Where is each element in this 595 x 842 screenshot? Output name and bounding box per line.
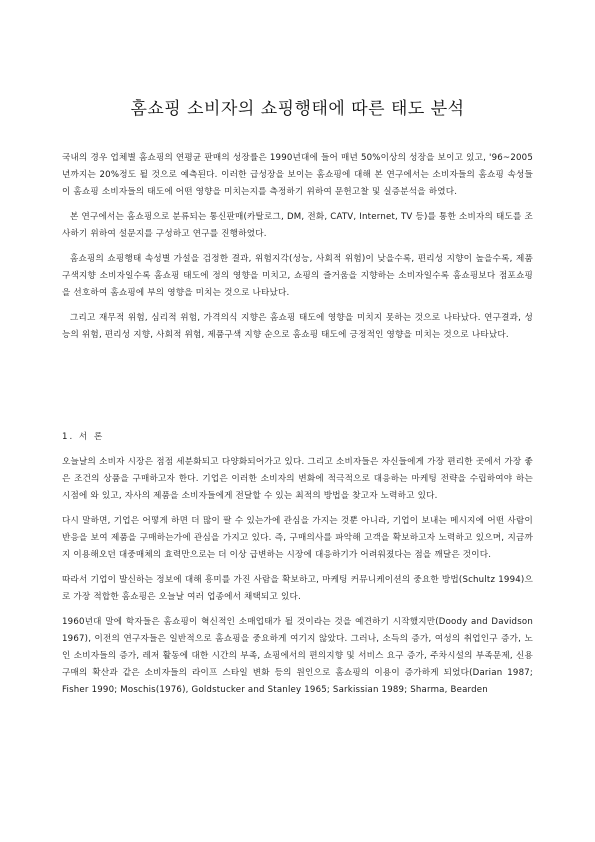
document-title: 홈쇼핑 소비자의 쇼핑행태에 따른 태도 분석: [130, 99, 465, 119]
body-paragraph: 오늘날의 소비자 시장은 점점 세분화되고 다양화되어가고 있다. 그리고 소비자들은 자신들에게 가장 편리한 곳에서 가장 좋은 조건의 상품을 구매하고자 한다. 기업은 이러한 소비자의 변화에 적극적으로 대응하는 마케팅 전략을 수립하여야 하는 시점에 와 있고, 자사의 제품을 소비자들에게 전달할 수 있는 최적의 방법을 찾고자 노력하고 있다.: [62, 457, 533, 501]
body-paragraph: 다시 말하면, 기업은 어떻게 하면 더 많이 팔 수 있는가에 관심을 가지는 것뿐 아니라, 기업이 보내는 메시지에 어떤 사람이 반응을 보여 제품을 구매하는가에 관심을 가지고 있다. 즉, 구매의사를 파악해 고객을 확보하고자 노력하고 있으며, 지금까지 이용해오던 대중매체의 효력만으로는 더 이상 급변하는 시장에 대응하기가 어려워졌다는 점을 깨달은 것이다.: [62, 516, 533, 560]
abstract-paragraph: 홈쇼핑의 쇼핑행태 속성별 가설을 검정한 결과, 위험지각(성능, 사회적 위험)이 낮을수록, 편리성 지향이 높을수록, 제품구색지향 소비자일수록 홈쇼핑 태도에 정의 영향을 미치고, 쇼핑의 즐거움을 지향하는 소비자일수록 홈쇼핑보다 점포쇼핑을 선호하여 홈쇼핑에 부의 영향을 미치는 것으로 나타났다.: [62, 254, 533, 298]
body-paragraph: 1960년대 말에 학자들은 홈쇼핑이 혁신적인 소매업태가 될 것이라는 것을 예견하기 시작했지만(Doody and Davidson 1967), 이전의 연구자들은 일반적으로 홈쇼핑을 중요하게 여기지 않았다. 그러나, 소득의 증가, 여성의 취업인구 증가, 노인 소비자들의 증가, 레저 활동에 대한 시간의 부족, 쇼핑에서의 편의지향 및 서비스 요구 증가, 주차시설의 부족문제, 신용구매의 확산과 같은 소비자들의 라이프 스타일 변화 등의 원인으로 홈쇼핑의 이용이 증가하게 되었다(Darian 1987; Fisher 1990; Moschis(1976), Goldstucker and Stanley 1965; Sarkissian 1989; Sharma, Bearden: [62, 617, 533, 695]
abstract-paragraph: 국내의 경우 업체별 홈쇼핑의 연평균 판매의 성장률은 1990년대에 들어 매년 50%이상의 성장을 보이고 있고, '96~2005년까지는 20%정도 될 것으로 예측된다. 이러한 급성장을 보이는 홈쇼핑에 대해 본 연구에서는 소비자들의 홈쇼핑 속성들이 홈쇼핑 소비자들의 태도에 어떤 영향을 미치는지를 측정하기 위하여 문헌고찰 및 실증분석을 하였다.: [62, 153, 533, 197]
body-paragraph: 따라서 기업이 발신하는 정보에 대해 흥미를 가진 사람을 확보하고, 마케팅 커뮤니케이션의 중요한 방법(Schultz 1994)으로 가장 적합한 홈쇼핑은 오늘날 여러 업종에서 채택되고 있다.: [62, 575, 533, 602]
introduction-body: [62, 454, 533, 707]
abstract-paragraph: 본 연구에서는 홈쇼핑으로 분류되는 통신판매(카탈로그, DM, 전화, CATV, Internet, TV 등)를 통한 소비자의 태도를 조사하기 위하여 설문지를 구성하고 연구를 진행하였다.: [62, 212, 533, 239]
abstract-paragraph: 그리고 재무적 위험, 심리적 위험, 가격의식 지향은 홈쇼핑 태도에 영향을 미치지 못하는 것으로 나타났다. 연구결과, 성능의 위험, 편리성 지향, 사회적 위험, 제품구색 지향 순으로 홈쇼핑 태도에 긍정적인 영향을 미치는 것으로 나타났다.: [62, 313, 533, 340]
section-heading-introduction: 1. 서 론: [62, 432, 105, 442]
abstract: [62, 150, 533, 352]
